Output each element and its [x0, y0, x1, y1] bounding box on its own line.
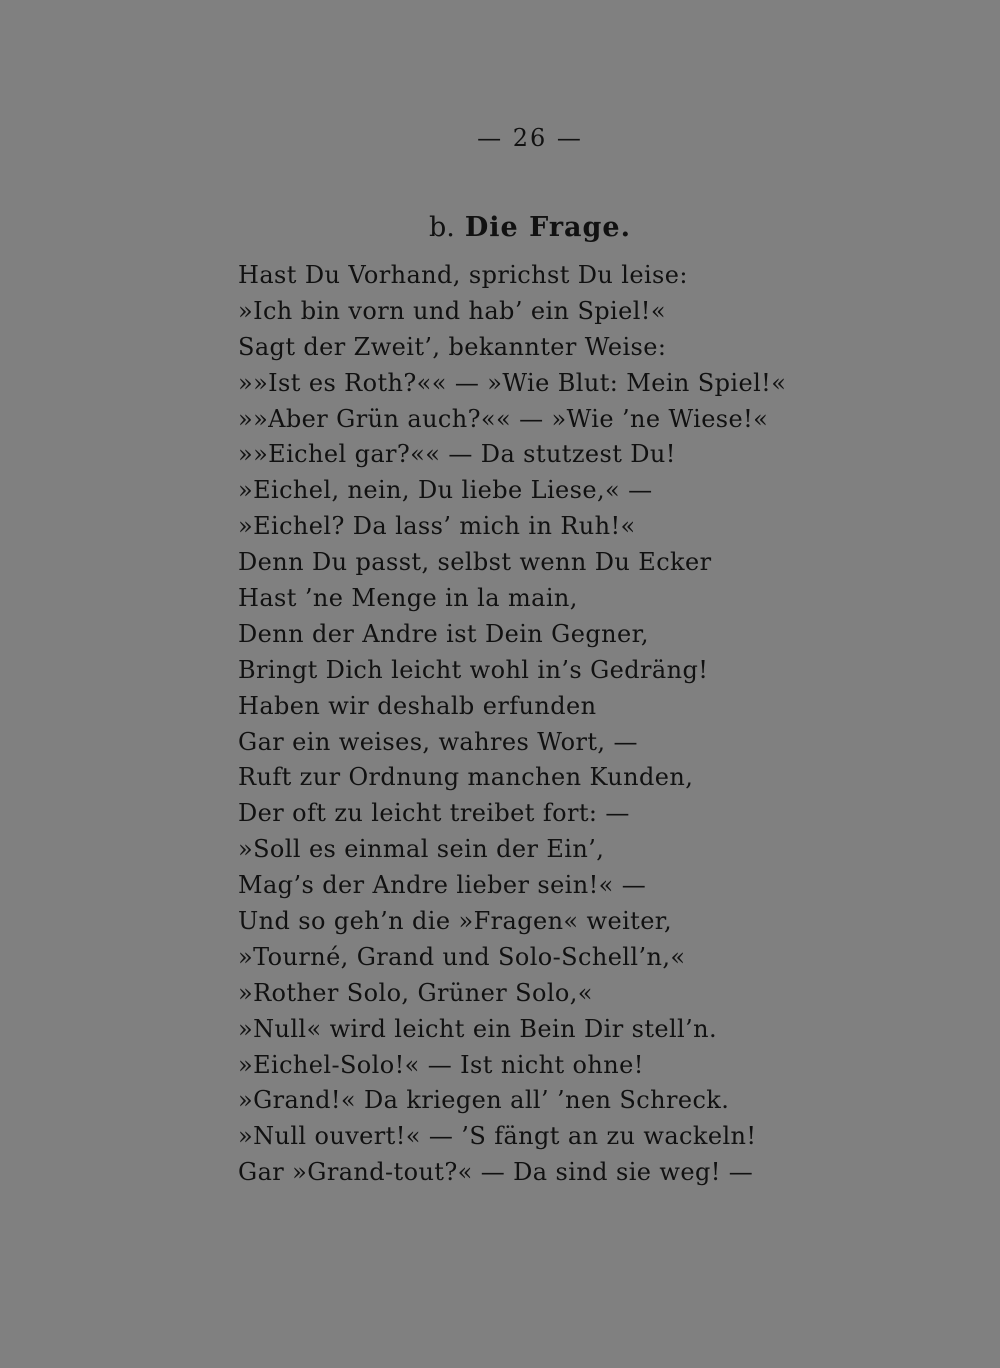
poem-line: Ruft zur Ordnung manchen Kunden,: [238, 763, 694, 792]
poem-line: »»Aber Grün auch?«« — »Wie ’ne Wiese!«: [238, 404, 769, 433]
heading-title: Die Frage.: [464, 212, 631, 243]
poem-line: »Soll es einmal sein der Ein’,: [238, 835, 605, 864]
poem-line: »Rother Solo, Grüner Solo,«: [238, 978, 593, 1007]
poem-line: Bringt Dich leicht wohl in’s Gedräng!: [238, 655, 709, 684]
poem-line: Sagt der Zweit’, bekannter Weise:: [238, 332, 667, 361]
page-number: — 26 —: [477, 124, 583, 152]
heading-prefix: b.: [429, 212, 455, 243]
poem-line: Der oft zu leicht treibet fort: —: [238, 799, 630, 828]
poem-line: Gar ein weises, wahres Wort, —: [238, 727, 638, 756]
poem-line: Hast Du Vorhand, sprichst Du leise:: [238, 261, 688, 289]
poem-line: »»Ist es Roth?«« — »Wie Blut: Mein Spiel!«: [238, 368, 787, 397]
poem-line: »Eichel, nein, Du liebe Liese,« —: [238, 476, 653, 505]
poem-text: [238, 258, 858, 1191]
poem-line: Hast ’ne Menge in la main,: [238, 584, 578, 613]
poem-line: Haben wir deshalb erfunden: [238, 691, 597, 720]
poem-line: Und so geh’n die »Fragen« weiter,: [238, 907, 673, 936]
poem-heading: [0, 212, 1000, 243]
poem-line: Denn der Andre ist Dein Gegner,: [238, 619, 649, 648]
poem-line: Mag’s der Andre lieber sein!« —: [238, 871, 647, 900]
poem-line: »Tourné, Grand und Solo-Schell’n,«: [238, 942, 686, 971]
poem-line: Gar »Grand-tout?« — Da sind sie weg! —: [238, 1158, 754, 1187]
poem-line: »Eichel-Solo!« — Ist nicht ohne!: [238, 1050, 644, 1079]
poem-line: »Null ouvert!« — ’S fängt an zu wackeln!: [238, 1122, 757, 1151]
poem-line: »Ich bin vorn und hab’ ein Spiel!«: [238, 296, 666, 325]
poem-line: »Null« wird leicht ein Bein Dir stell’n.: [238, 1014, 718, 1043]
poem-line: »Eichel? Da lass’ mich in Ruh!«: [238, 512, 636, 541]
poem-line: Denn Du passt, selbst wenn Du Ecker: [238, 548, 712, 577]
poem-line: »Grand!« Da kriegen all’ ’nen Schreck.: [238, 1086, 730, 1115]
poem-line: »»Eichel gar?«« — Da stutzest Du!: [238, 440, 676, 469]
